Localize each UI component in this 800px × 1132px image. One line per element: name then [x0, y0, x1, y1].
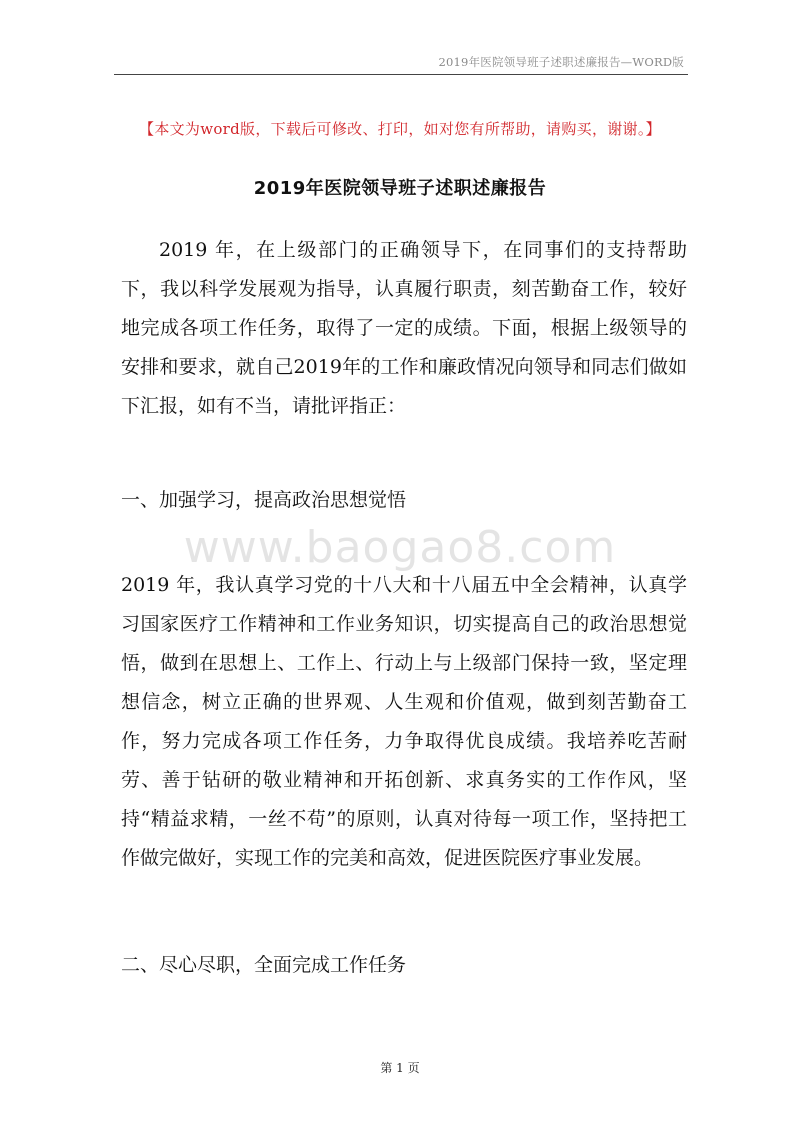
section-heading-1: 一、加强学习，提高政治思想觉悟: [121, 489, 407, 511]
watermark: www.baogao8.com: [183, 522, 617, 573]
purchase-notice: 【本文为word版，下载后可修改、打印，如对您有所帮助，请购买，谢谢。】: [139, 120, 661, 138]
page-number: 第 1 页: [380, 1061, 420, 1075]
intro-paragraph: 2019 年，在上级部门的正确领导下，在同事们的支持帮助下，我以科学发展观为指导，认真履行职责，刻苦勤奋工作，较好地完成各项工作任务，取得了一定的成绩。下面，根据上级领导的安排和要求，就自己2019年的工作和廉政情况向领导和同志们做如下汇报，如有不当，请批评指正：: [121, 239, 687, 417]
header-divider: [114, 74, 688, 75]
section-heading-2: 二、尽心尽职，全面完成工作任务: [121, 954, 407, 976]
document-title: 2019年医院领导班子述职述廉报告: [253, 178, 547, 199]
section-1-paragraph: 2019 年，我认真学习党的十八大和十八届五中全会精神，认真学习国家医疗工作精神和工作业务知识，切实提高自己的政治思想觉悟，做到在思想上、工作上、行动上与上级部门保持一致，坚定理想信念，树立正确的世界观、人生观和价值观，做到刻苦勤奋工作，努力完成各项工作任务，力争取得优良成绩。我培养吃苦耐劳、善于钻研的敬业精神和开拓创新、求真务实的工作作风，坚持“精益求精，一丝不苟”的原则，认真对待每一项工作，坚持把工作做完做好，实现工作的完美和高效，促进医院医疗事业发展。: [121, 574, 687, 869]
running-header: 2019年医院领导班子述职述廉报告—WORD版: [438, 55, 684, 69]
